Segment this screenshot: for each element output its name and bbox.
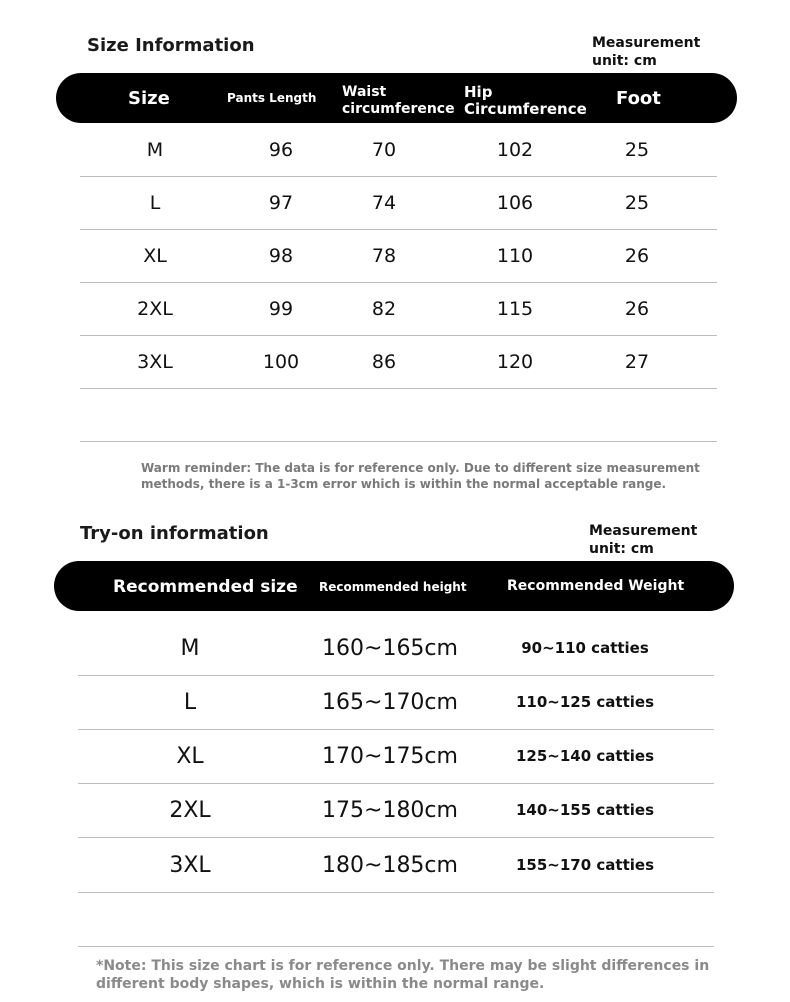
warm-reminder-line1: Warm reminder: The data is for reference only. Due to different size measurement	[141, 461, 700, 475]
size-cell: XL	[143, 244, 167, 267]
weight-cell: 90~110 catties	[521, 639, 649, 657]
hip-cell: 106	[496, 191, 534, 214]
size-cell: XL	[176, 743, 204, 769]
pants-length-cell: 97	[268, 191, 294, 214]
pants-length-cell: 96	[268, 138, 294, 161]
waist-cell: 70	[371, 138, 397, 161]
table-row	[80, 335, 717, 389]
size-cell: M	[180, 635, 200, 661]
table-row	[80, 123, 717, 177]
hip-cell: 115	[496, 297, 534, 320]
header-recommended-height: Recommended height	[319, 580, 467, 594]
warm-reminder	[141, 460, 700, 492]
weight-cell: 125~140 catties	[515, 747, 654, 765]
empty-table-row	[80, 388, 717, 442]
header-hip	[464, 84, 587, 118]
table-row	[78, 838, 714, 893]
header-hip-line2: Circumference	[464, 100, 587, 118]
size-cell: L	[149, 191, 161, 214]
foot-cell: 25	[624, 191, 650, 214]
weight-cell: 140~155 catties	[515, 801, 654, 819]
height-cell: 180~185cm	[322, 852, 458, 878]
header-hip-line1: Hip	[464, 83, 493, 101]
size-cell: 3XL	[169, 852, 211, 878]
unit-line-1: Measurement	[589, 523, 698, 539]
size-table-header	[56, 73, 737, 123]
foot-cell: 26	[624, 297, 650, 320]
foot-cell: 27	[624, 350, 650, 373]
header-waist	[342, 84, 455, 118]
size-info-unit	[592, 34, 700, 70]
tryon-table-header	[54, 561, 734, 611]
unit-line-2: unit: cm	[589, 541, 654, 557]
empty-table-row	[78, 892, 714, 947]
header-size: Size	[128, 88, 170, 109]
table-row	[78, 621, 714, 676]
size-cell: 3XL	[137, 350, 173, 373]
tryon-info-title: Try-on information	[80, 523, 269, 544]
header-recommended-size: Recommended size	[113, 577, 298, 597]
header-recommended-weight: Recommended Weight	[507, 578, 685, 594]
header-foot: Foot	[616, 88, 661, 109]
waist-cell: 82	[371, 297, 397, 320]
note-line2: different body shapes, which is within the normal range.	[96, 976, 545, 992]
size-cell: 2XL	[169, 797, 211, 823]
size-cell: 2XL	[137, 297, 173, 320]
waist-cell: 86	[371, 350, 397, 373]
size-chart-note	[96, 957, 709, 993]
hip-cell: 110	[496, 244, 534, 267]
size-cell: M	[146, 138, 164, 161]
height-cell: 170~175cm	[322, 743, 458, 769]
size-cell: L	[183, 689, 197, 715]
foot-cell: 25	[624, 138, 650, 161]
hip-cell: 120	[496, 350, 534, 373]
height-cell: 160~165cm	[322, 635, 458, 661]
hip-cell: 102	[496, 138, 534, 161]
waist-cell: 78	[371, 244, 397, 267]
pants-length-cell: 100	[262, 350, 300, 373]
note-line1: *Note: This size chart is for reference only. There may be slight differences in	[96, 958, 710, 974]
unit-line-1: Measurement	[592, 35, 701, 51]
weight-cell: 110~125 catties	[515, 693, 654, 711]
waist-cell: 74	[371, 191, 397, 214]
pants-length-cell: 98	[268, 244, 294, 267]
unit-line-2: unit: cm	[592, 53, 657, 69]
height-cell: 175~180cm	[322, 797, 458, 823]
table-row	[78, 729, 714, 784]
warm-reminder-line2: methods, there is a 1-3cm error which is within the normal acceptable range.	[141, 477, 667, 491]
foot-cell: 26	[624, 244, 650, 267]
table-row	[80, 282, 717, 336]
table-row	[80, 229, 717, 283]
size-info-title: Size Information	[87, 35, 255, 56]
height-cell: 165~170cm	[322, 689, 458, 715]
header-waist-line1: Waist	[342, 84, 387, 100]
header-pants-length: Pants Length	[227, 91, 317, 105]
table-row	[78, 783, 714, 838]
weight-cell: 155~170 catties	[515, 856, 654, 874]
pants-length-cell: 99	[268, 297, 294, 320]
tryon-info-unit	[589, 522, 697, 558]
header-waist-line2: circumference	[342, 101, 455, 117]
table-row	[80, 176, 717, 230]
table-row	[78, 675, 714, 730]
